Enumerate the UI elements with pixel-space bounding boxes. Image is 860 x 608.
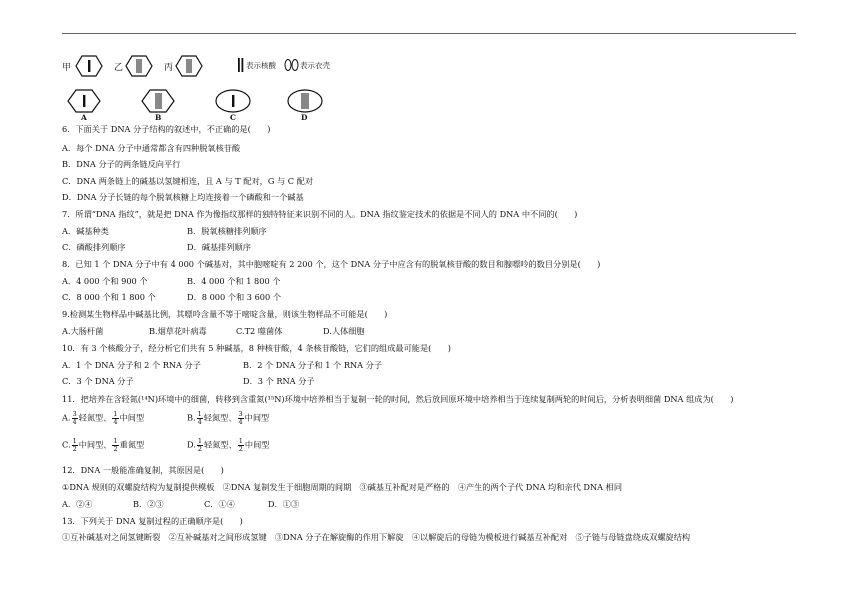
q7-option-c: C．磷酸排列顺序 [62, 242, 126, 252]
q9-option-a: A.大肠杆菌 [62, 326, 104, 336]
q10-option-d: D．3 个 RNA 分子 [243, 376, 315, 386]
q8-option-a: A．4 000 个和 900 个 [62, 276, 148, 286]
q7-option-a: A．碱基种类 [62, 226, 109, 236]
q9-option-c: C.T2 噬菌体 [236, 326, 283, 336]
label-d: D [301, 113, 308, 122]
q10-option-c: C．3 个 DNA 分子 [62, 376, 134, 386]
virus-yi-icon [126, 56, 152, 76]
q13-stem: 13．下列关于 DNA 复制过程的正确顺序是( ) [62, 516, 243, 526]
virus-shapes [62, 52, 382, 124]
virus-c-icon [216, 90, 250, 112]
label-a: A [81, 113, 87, 122]
q7-stem: 7．所谓“DNA 指纹”，就是把 DNA 作为像指纹那样的独特特征来识别不同的人。DNA 指纹鉴定技术的依据是不同人的 DNA 中不同的( ) [62, 209, 578, 219]
virus-b-icon [142, 90, 174, 112]
q12-stem: 12．DNA 一般能准确复制，其原因是( ) [62, 465, 224, 475]
header-rule [62, 33, 796, 34]
virus-bing-icon [176, 56, 202, 76]
q8-option-c: C．8 000 个和 1 800 个 [62, 292, 156, 302]
q12-option-b: B．②③ [133, 499, 164, 509]
q8-option-d: D．8 000 个和 3 600 个 [187, 292, 282, 302]
label-c: C [230, 113, 236, 122]
q10-option-b: B．2 个 DNA 分子和 1 个 RNA 分子 [243, 360, 383, 370]
legend-nucleic-acid-icon [238, 58, 243, 72]
q6-option-d: D．DNA 分子长链的每个脱氧核糖上均连接着一个磷酸和一个碱基 [62, 192, 304, 202]
legend-capsid-icon [285, 60, 298, 71]
q10-stem: 10．有 3 个核酸分子，经分析它们共有 5 种碱基，8 种核苷酸，4 条核苷酸链，它们的组成最可能是( ) [62, 343, 451, 353]
q11-option-a: A. $\frac{3}{4}$ 轻氮型、 $\frac{1}{4}$ 中间型 [62, 410, 145, 426]
q8-stem: 8．已知 1 个 DNA 分子中有 4 000 个碱基对，其中胞嘧啶有 2 200 个，这个 DNA 分子中应含有的脱氧核苷酸的数目和腺嘌呤的数目分别是( ) [62, 259, 601, 269]
q9-stem: 9.检测某生物样品中碱基比例，其嘌呤含量不等于嘧啶含量，则该生物样品不可能是( ) [62, 309, 388, 319]
q6-option-c: C．DNA 两条链上的碱基以氢键相连，且 A 与 T 配对，G 与 C 配对 [62, 176, 314, 186]
q12-option-a: A．②④ [62, 499, 93, 509]
label-yi: 乙 [114, 63, 124, 73]
q11-option-d: D. $\frac{1}{2}$ 轻氮型、 $\frac{1}{2}$ 中间型 [187, 437, 270, 453]
q11-option-b: B. $\frac{1}{4}$ 轻氮型、 $\frac{3}{4}$ 中间型 [187, 410, 270, 426]
legend-nucleic-acid-label: 表示核酸 [246, 61, 276, 70]
q10-option-a: A．1 个 DNA 分子和 2 个 RNA 分子 [62, 360, 201, 370]
q6-stem: 6．下面关于 DNA 分子结构的叙述中，不正确的是( ) [62, 124, 271, 134]
q12-items: ①DNA 规则的双螺旋结构为复制提供模板 ②DNA 复制发生于细胞周期的间期 ③碱基互补配对是严格的 ④产生的两个子代 DNA 均和亲代 DNA 相同 [62, 482, 623, 492]
label-bing: 丙 [164, 63, 174, 73]
virus-diagram [62, 52, 382, 124]
q8-option-b: B．4 000 个和 1 800 个 [187, 276, 281, 286]
label-jia: 甲 [62, 63, 72, 73]
q9-option-d: D.人体细胞 [323, 326, 365, 336]
legend-capsid-label: 表示衣壳 [300, 61, 330, 70]
q6-option-b: B．DNA 分子的两条链反向平行 [62, 159, 181, 169]
q9-option-b: B.烟草花叶病毒 [149, 326, 207, 336]
virus-a-icon [68, 90, 100, 112]
q13-items: ①互补碱基对之间氢键断裂 ②互补碱基对之间形成氢键 ③DNA 分子在解旋酶的作用下解旋 ④以解旋后的母链为模板进行碱基互补配对 ⑤子链与母链盘绕成双螺旋结构 [62, 532, 691, 542]
q6-option-a: A．每个 DNA 分子中通常都含有四种脱氧核苷酸 [62, 143, 241, 153]
q12-option-c: C．①④ [204, 499, 235, 509]
q7-option-d: D．碱基排列顺序 [187, 242, 251, 252]
q12-option-d: D．①③ [268, 499, 300, 509]
label-b: B [155, 113, 162, 122]
q11-stem: 11．把培养在含轻氮(¹⁴N)环境中的细菌，转移到含重氮(¹⁵N)环境中培养相当于复制一轮的时间，然后放回原环境中培养相当于连续复制两轮的时间后，分析表明细菌 DNA 组成为( ) [62, 394, 734, 404]
virus-jia-icon [76, 56, 102, 76]
q11-option-c: C. $\frac{1}{2}$ 中间型、 $\frac{1}{2}$ 重氮型 [62, 437, 145, 453]
virus-d-icon [288, 90, 322, 112]
q7-option-b: B．脱氧核糖排列顺序 [187, 226, 267, 236]
